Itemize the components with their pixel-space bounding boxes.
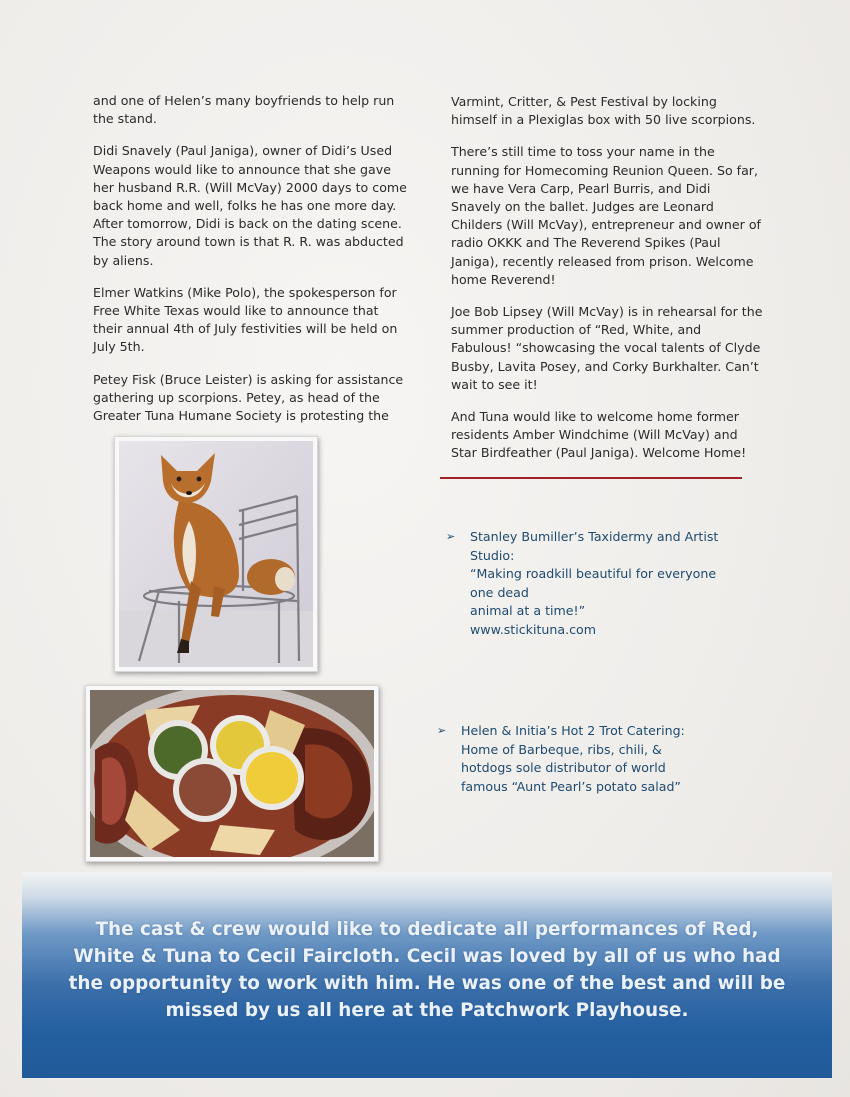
ad-line: “Making roadkill beautiful for everyone (470, 566, 717, 581)
taxidermy-fox-photo (114, 436, 318, 672)
left-paragraph-3: Elmer Watkins (Mike Polo), the spokesperson for Free White Texas would like to announce that their annual 4th of July festivities will be held on July 5th. (93, 284, 398, 355)
ad-line: Helen & Initia’s Hot 2 Trot Catering: (461, 723, 685, 738)
ad-line: Studio: (470, 547, 515, 563)
section-divider (440, 477, 742, 479)
left-column (93, 92, 411, 439)
fox-illustration (119, 441, 313, 667)
right-paragraph-3: Joe Bob Lipsey (Will McVay) is in rehearsal for the summer production of “Red, White, and Fabulous! “showcasing the vocal talents of Clyde Busby, Lavita Posey, and Corky Burkhalter. Can’t wait to see it! (451, 304, 763, 392)
ad-line: Home of Barbeque, ribs, chili, & (461, 741, 662, 757)
arrow-bullet-icon: ➢ (437, 724, 447, 737)
bbq-platter-photo (85, 685, 379, 862)
taxidermy-ad (446, 528, 740, 639)
ad-line: hotdogs sole distributor of world (461, 760, 666, 775)
ad-line: animal at a time!” (470, 603, 586, 618)
catering-ad (437, 722, 731, 796)
right-paragraph-4: And Tuna would like to welcome home former residents Amber Windchime (Will McVay) and Star Birdfeather (Paul Janiga). Welcome Home! (451, 409, 747, 461)
left-paragraph-1: and one of Helen’s many boyfriends to help run the stand. (93, 93, 395, 127)
ad-line: Stanley Bumiller’s Taxidermy and Artist (470, 529, 719, 544)
right-column (451, 93, 763, 477)
left-paragraph-4: Petey Fisk (Bruce Leister) is asking for assistance gathering up scorpions. Petey, as head of the Greater Tuna Humane Society is protesting the (93, 371, 404, 424)
ad-line: famous “Aunt Pearl’s potato salad” (461, 778, 681, 794)
dedication-text: The cast & crew would like to dedicate all performances of Red, White & Tuna to Cecil Faircloth. Cecil was loved by all of us who had the opportunity to work with him. He was one of the best and will be missed by us all here at the Patchwork Playhouse. (68, 919, 786, 1021)
arrow-bullet-icon: ➢ (446, 530, 456, 543)
right-paragraph-1: Varmint, Critter, & Pest Festival by locking himself in a Plexiglas box with 50 live scorpions. (451, 94, 756, 128)
right-paragraph-2: There’s still time to toss your name in the running for Homecoming Reunion Queen. So far, we have Vera Carp, Pearl Burris, and Didi Snavely on the ballet. Judges are Leonard Childers (Will McVay), entrepreneur and owner of radio OKKK and The Reverend Spikes (Paul Janiga), recently released from prison. Welcome home Reverend! (451, 144, 761, 287)
dedication-banner (22, 872, 832, 1078)
website-link: www.stickituna.com (470, 621, 596, 637)
ad-line: one dead (470, 584, 529, 600)
bbq-platter-illustration (90, 690, 374, 857)
left-paragraph-2: Didi Snavely (Paul Janiga), owner of Didi’s Used Weapons would like to announce that she gave her husband R.R. (Will McVay) 2000 days to come back home and well, folks he has one more day. After tomorrow, Didi is back on the dating scene. The story around town is that R. R. was abducted by aliens. (93, 143, 407, 268)
